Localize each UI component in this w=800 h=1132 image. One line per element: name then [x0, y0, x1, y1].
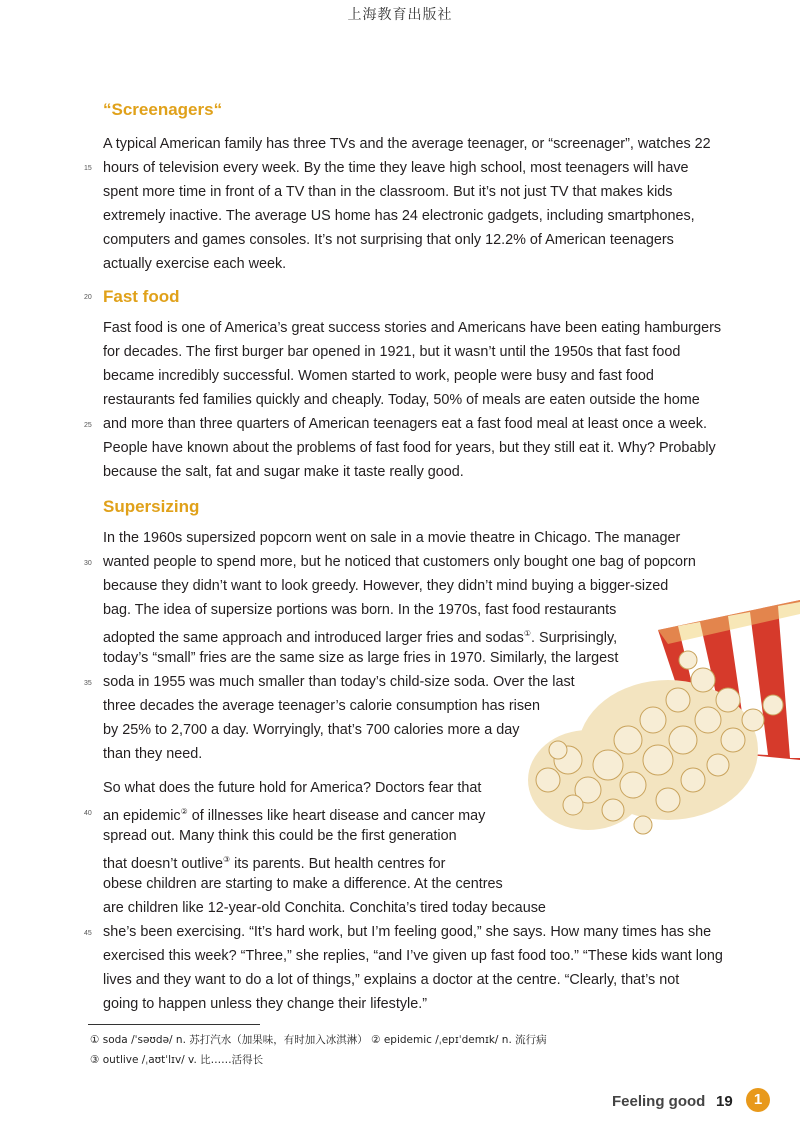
- text-line: extremely inactive. The average US home has 24 electronic gadgets, including smartphones,: [103, 208, 695, 224]
- text-line: for decades. The first burger bar opened in 1921, but it wasn’t until the 1950s that fast food: [103, 344, 681, 360]
- text-span: its parents. But health centres for: [230, 855, 446, 872]
- text-span: an epidemic: [103, 807, 181, 824]
- line-number: 30: [84, 560, 92, 567]
- text-line: bag. The idea of supersize portions was born. In the 1970s, fast food restaurants: [103, 602, 617, 618]
- text-line: computers and games consoles. It’s not surprising that only 12.2% of American teenagers: [103, 232, 674, 248]
- line-number: 20: [84, 294, 92, 301]
- text-line: became incredibly successful. Women started to work, people were busy and fast food: [103, 368, 654, 384]
- unit-badge: 1: [746, 1088, 770, 1112]
- page-number: 19: [716, 1093, 733, 1110]
- section-heading-fast-food: Fast food: [103, 287, 180, 306]
- text-line: restaurants fed families quickly and cheaply. Today, 50% of meals are eaten outside the home: [103, 392, 700, 408]
- footnote-divider: [88, 1024, 260, 1025]
- line-number: 25: [84, 422, 92, 429]
- text-line: soda in 1955 was much smaller than today’s child-size soda. Over the last: [103, 674, 575, 690]
- footnote-ref: ①: [523, 629, 531, 638]
- text-line: wanted people to spend more, but he noticed that customers only bought one bag of popcorn: [103, 554, 696, 570]
- section-heading-screenagers: “Screenagers“: [103, 100, 223, 119]
- text-line: today’s “small” fries are the same size as large fries in 1970. Similarly, the largest: [103, 650, 619, 666]
- footnote: ③ outlive /ˌaʊtˈlɪv/ v. 比……活得长: [90, 1054, 264, 1066]
- text-line: going to happen unless they change their lifestyle.”: [103, 996, 428, 1012]
- text-line: lives and they want to do a lot of things,” explains a doctor at the centre. “Clearly, that’s not: [103, 972, 680, 988]
- text-line: A typical American family has three TVs and the average teenager, or “screenager”, watches 22: [103, 136, 711, 152]
- unit-title: Feeling good: [612, 1093, 706, 1110]
- text-span: that doesn’t outlive: [103, 855, 224, 872]
- text-line: actually exercise each week.: [103, 256, 287, 272]
- text-line: People have known about the problems of fast food for years, but they still eat it. Why? Probably: [103, 440, 716, 456]
- text-line: because the salt, fat and sugar make it taste really good.: [103, 464, 464, 480]
- text-line: hours of television every week. By the time they leave high school, most teenagers will have: [103, 160, 689, 176]
- text-span: . Surprisingly,: [530, 629, 618, 646]
- text-line: spread out. Many think this could be the first generation: [103, 828, 457, 844]
- text-span: adopted the same approach and introduced larger fries and sodas: [103, 629, 524, 646]
- text-span: of illnesses like heart disease and cancer may: [187, 807, 486, 824]
- line-number: 45: [84, 930, 92, 937]
- footnote-ref: ③: [223, 855, 231, 864]
- text-line: Fast food is one of America’s great success stories and Americans have been eating hamburgers: [103, 320, 722, 336]
- text-line: three decades the average teenager’s calorie consumption has risen: [103, 698, 541, 714]
- text-line: are children like 12-year-old Conchita. Conchita’s tired today because: [103, 900, 546, 916]
- text-line: by 25% to 2,700 a day. Worryingly, that’s 700 calories more a day: [103, 722, 520, 738]
- line-number: 35: [84, 680, 92, 687]
- publisher-header: 上海教育出版社: [347, 7, 453, 23]
- text-line: spent more time in front of a TV than in the classroom. But it’s not just TV that makes kids: [103, 184, 673, 200]
- section-heading-supersizing: Supersizing: [103, 497, 200, 516]
- text-line: exercised this week? “Three,” she replies, “and I’ve given up fast food too.” “These kids want long: [103, 948, 723, 964]
- text-line: and more than three quarters of American teenagers eat a fast food meal at least once a week.: [103, 416, 707, 432]
- text-line: In the 1960s supersized popcorn went on sale in a movie theatre in Chicago. The manager: [103, 530, 681, 546]
- line-number: 15: [84, 165, 92, 172]
- text-line: obese children are starting to make a difference. At the centres: [103, 876, 503, 892]
- line-number: 40: [84, 810, 92, 817]
- text-line: she’s been exercising. “It’s hard work, but I’m feeling good,” she says. How many times has she: [103, 924, 712, 940]
- text-line: because they didn’t want to look greedy. However, they didn’t mind buying a bigger-sized: [103, 578, 669, 594]
- footnote: ① soda /ˈsəʊdə/ n. 苏打汽水（加果味，有时加入冰淇淋） ② epidemic /ˌepɪˈdemɪk/ n. 流行病: [90, 1034, 547, 1046]
- text-line: than they need.: [103, 746, 203, 762]
- text-line: So what does the future hold for America? Doctors fear that: [103, 780, 482, 796]
- footnote-ref: ②: [180, 807, 188, 816]
